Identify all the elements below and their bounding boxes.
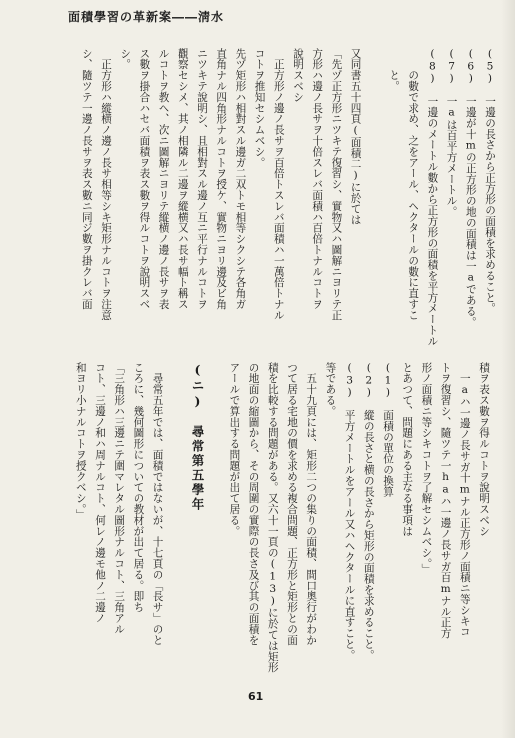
- text-column: 積ヲ表ス數ヲ得ルコトヲ說明スベシ: [478, 362, 490, 537]
- text-column: 五十九頁には、矩形二つの集りの面積、間口奧行がわか: [305, 362, 318, 646]
- text-column: ス數ヲ掛合ハセバ面積ヲ表ス數ヲ得ルコトヲ說明スベ: [138, 48, 151, 310]
- text-column: 正方形ノ邊ノ長サヲ百倍トスレバ面積ハ一萬倍トナル: [272, 48, 285, 321]
- text-column: 直角ナル四角形ナルコトヲ授ケ、實物ニヨリ邊及ビ角: [215, 48, 228, 310]
- text-column: と。: [388, 48, 400, 92]
- paper-edge-shadow: [501, 0, 515, 738]
- text-column: (1) 面積の單位の換算: [382, 362, 394, 497]
- text-column: (8) 一邊のメートル數から正方形の面積を平方メートル: [426, 48, 439, 347]
- text-column: (5) 一邊の長さから正方形の面積を求めること。: [484, 48, 496, 314]
- text-column: コト、三邊ノ和ハ周ナルコト、何レノ邊モ他ノ二邊ノ: [94, 362, 106, 624]
- text-column: ころに、幾何圖形についての教材が出て居る。即ち: [132, 362, 145, 613]
- section-heading: (ニ) 尋常第五學年: [190, 362, 205, 512]
- text-column: 正方形ハ縱横ノ邊ノ長サ相等シキ矩形ナルコトヲ注意: [100, 48, 112, 321]
- text-column: 說明スベシ: [292, 48, 304, 103]
- text-column: (6) 一邊が十mの正方形の地の面積は一aである。: [464, 48, 477, 328]
- text-column: の地面の縮圖から、その周圍の實際の長さ及び其の面積を: [247, 362, 260, 646]
- text-column: (3) 平方メートルをアール又ハヘクタールに直すこと。: [343, 362, 356, 661]
- text-column: 尋常五年では、面積ではないが、十七頁の「長サ」のと: [151, 362, 164, 646]
- text-column: つて居る宅地の價を求める複合問題、正方形と矩形との面: [286, 362, 298, 646]
- text-column: 和ヨリ小ナルコトヲ授クベシ。」: [74, 362, 87, 521]
- text-column: (7) 一aは百平方メートル。: [445, 48, 458, 218]
- text-column: 觀察セシメ、其ノ相隣ル二邊ヲ縱横又ハ長サ幅ト稱ス: [176, 48, 189, 310]
- text-column: の數で求め、之をアール、ヘクタールの數に直すこ: [407, 48, 420, 321]
- text-column: 方形ハ邊ノ長サヲ十倍スレバ面積ハ百倍トナルコトヲ: [311, 48, 324, 310]
- text-column: アールで算出する問題が出て居る。: [228, 362, 241, 537]
- text-column: ルコトヲ教ヘ、次ニ圖解ニヨリテ縱横ノ邊ノ長サヲ表: [157, 48, 170, 310]
- page-number: 61: [248, 690, 264, 703]
- text-column: シ、隨ツテ一邊ノ長サヲ表ス數ニ同ジ數ヲ掛クレバ面: [80, 48, 93, 310]
- text-column: トヲ復習シ、隨ツテ一haハ一邊ノ長サガ百mナル正方: [439, 362, 452, 639]
- text-column: 一aハ一邊ノ長サガ十mナル正方形ノ面積ニ等シキコ: [458, 362, 471, 638]
- text-column: とあつて、問題にある主なる事項は: [401, 362, 414, 537]
- text-column: シ。: [119, 48, 132, 70]
- text-column: (2) 縱の長さと横の長さから矩形の面積を求めること。: [362, 362, 375, 661]
- text-column: ニツキテ說明シ、且相對スル邊ノ互ニ平行ナルコトヲ: [196, 48, 208, 310]
- text-column: 「先ヅ正方形ニツキテ復習シ、實物又ハ圖解ニヨリテ正: [330, 48, 343, 321]
- text-column: 積を比較する問題がある。又六十一頁の(13)に於ては矩形: [266, 362, 279, 673]
- text-column: 等である。: [324, 362, 337, 417]
- text-column: 「三角形ハ三邊ニテ圍マレタル圖形ナルコト、三角アル: [113, 362, 126, 635]
- text-column: コトヲ推知セシムベシ。: [253, 48, 266, 168]
- text-column: 先ヅ矩形ハ相對スル邊ガ二双トモ相等シクシテ各角ガ: [234, 48, 247, 310]
- text-column: 形ノ面積ニ等シキコトヲ了解セシムベシ。」: [420, 362, 433, 575]
- running-header: 面積學習の革新案――淸水: [68, 10, 225, 24]
- text-column: 又同書五十四頁(面積二)に於ては: [349, 48, 362, 226]
